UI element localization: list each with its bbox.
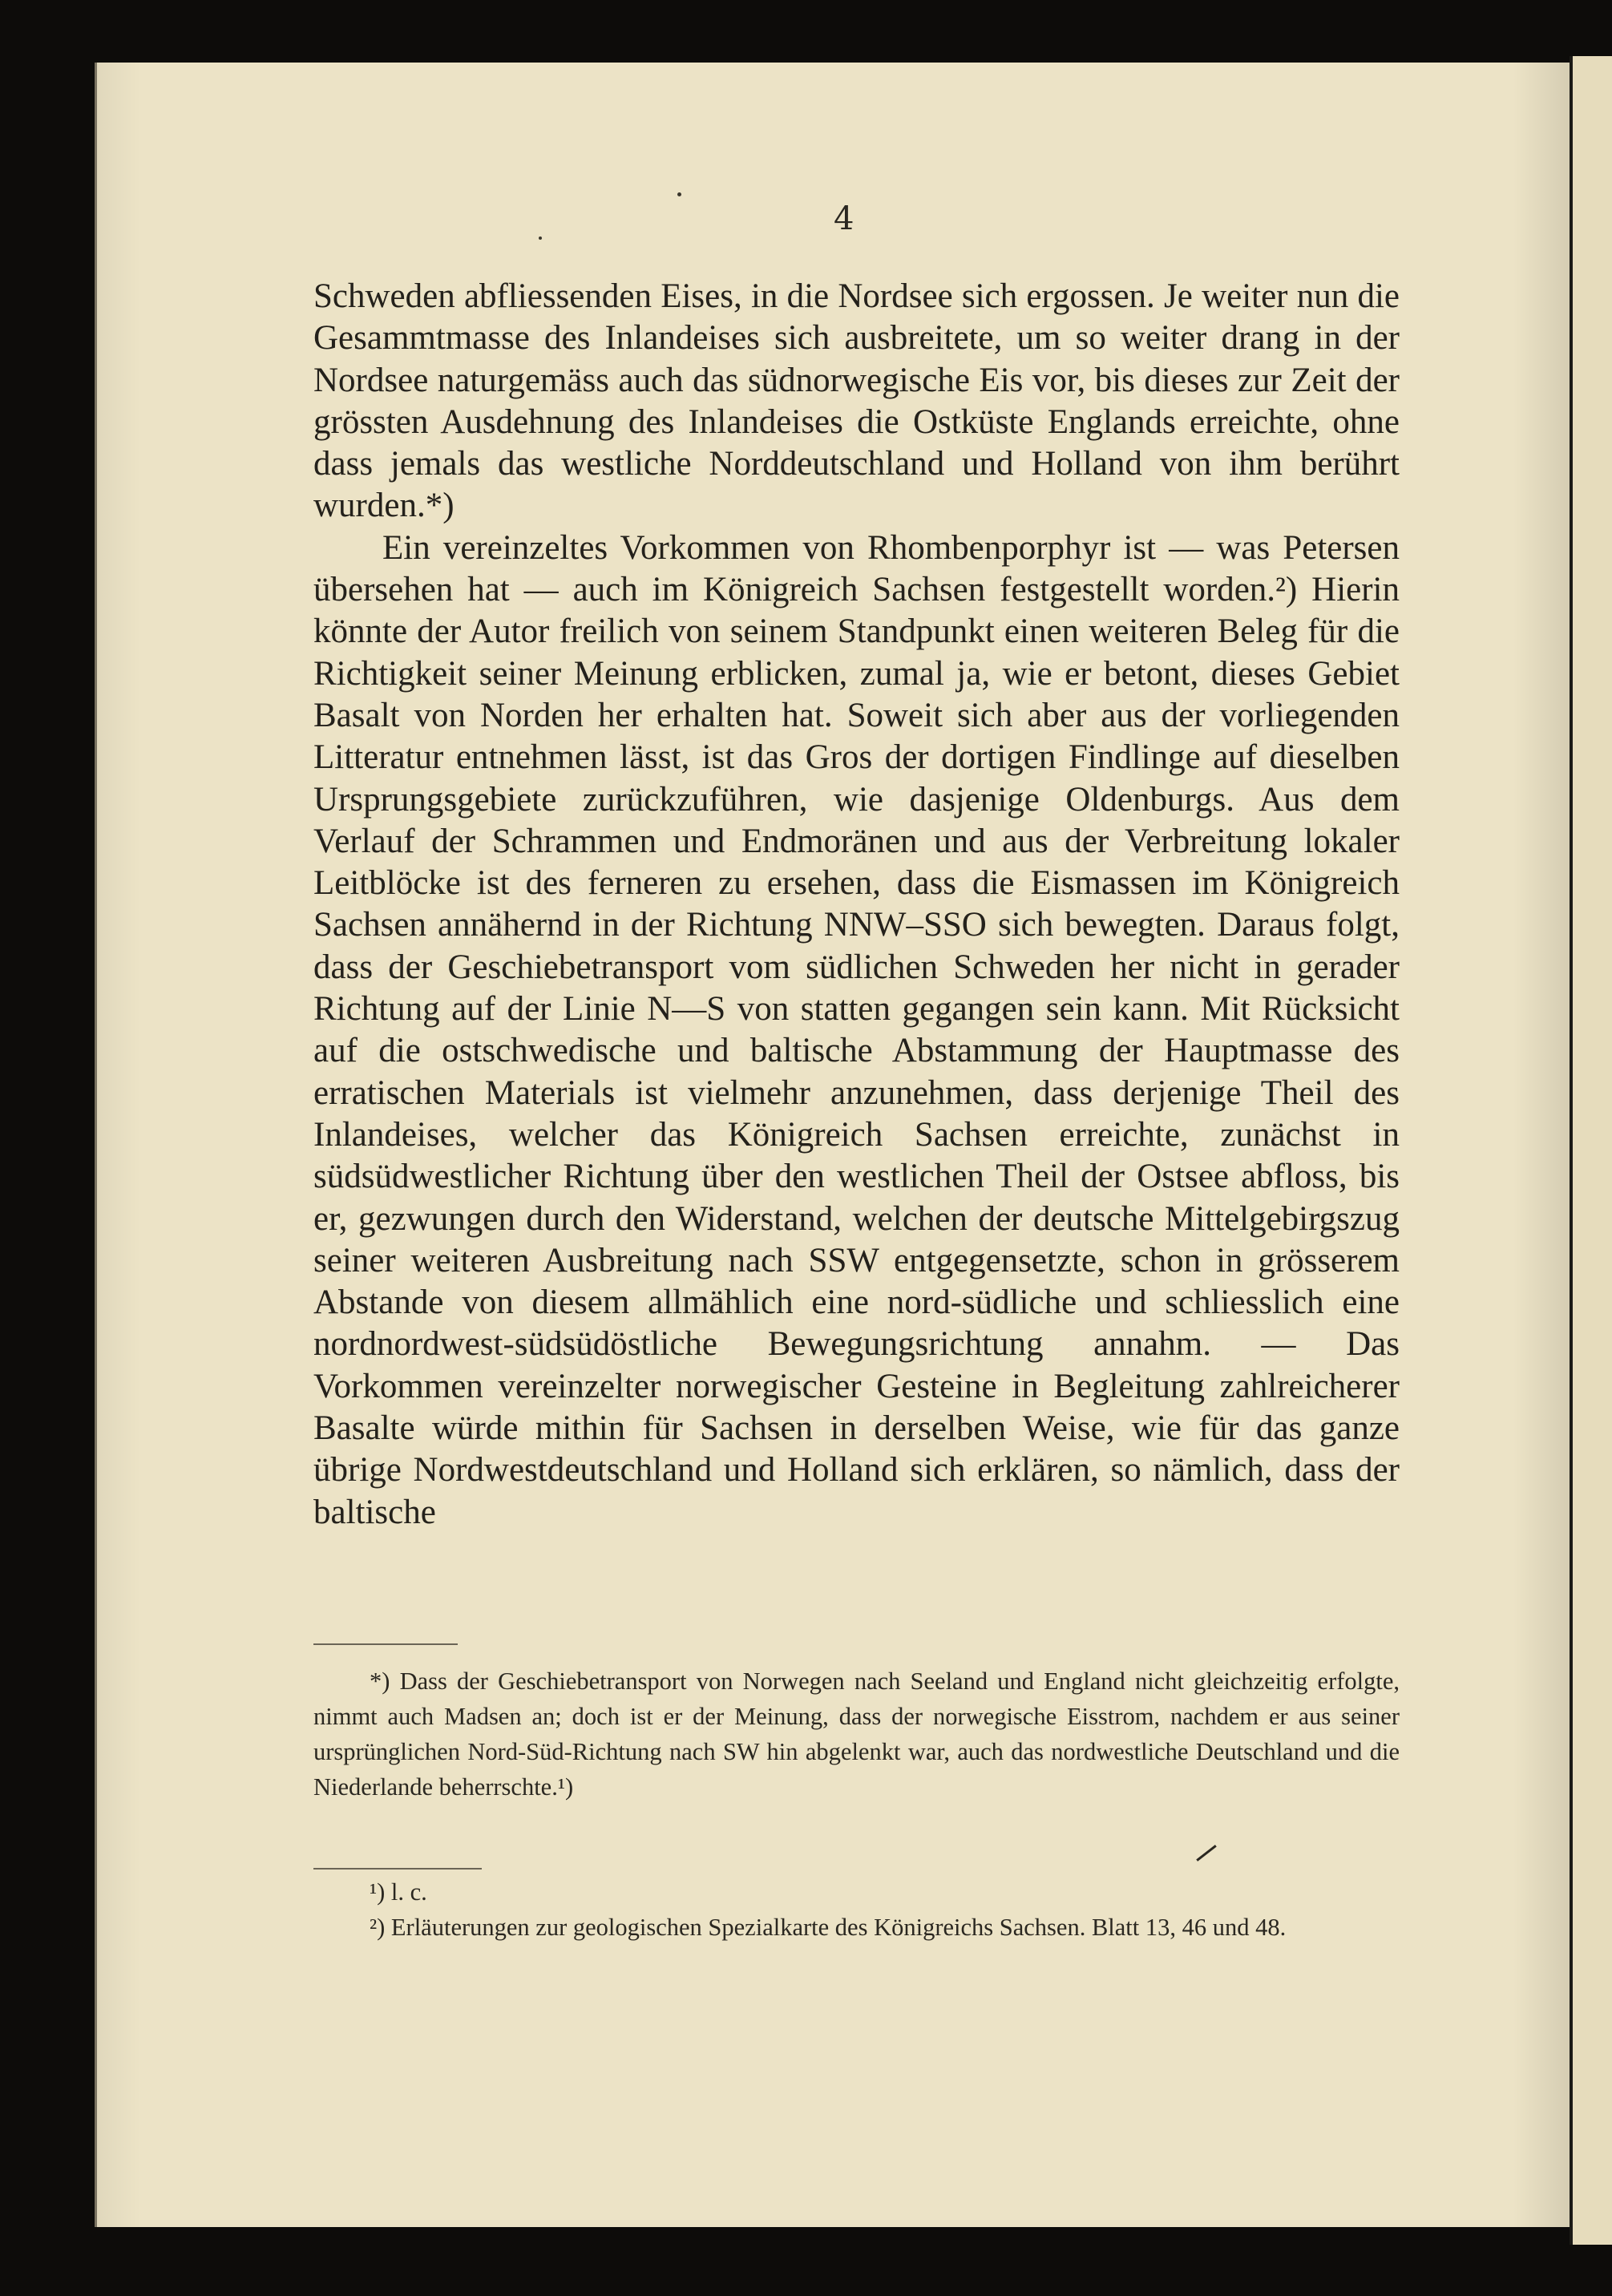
- footnote-2: ²) Erläuterungen zur geologischen Spezialkarte des Königreichs Sachsen. Blatt 13, 46 und 48.: [370, 1914, 1287, 1941]
- footnote-1: ¹) l. c.: [370, 1878, 427, 1906]
- page-number: 4: [834, 200, 854, 237]
- paragraph-1: Schweden abfliessenden Eises, in die Nordsee sich ergossen. Je weiter nun die Gesammtmasse des Inlandeises sich ausbreitete, um so weiter drang in der Nordsee naturgemäss auch das südnorwegische Eis vor, bis dieses zur Zeit der grössten Ausdehnung des Inlandeises die Ostküste Englands erreichte, ohne dass jemals das westliche Norddeutschland und Holland von ihm berührt wurden.*): [313, 277, 1400, 525]
- footnote-divider-2: [313, 1868, 482, 1870]
- main-text: [313, 276, 1400, 1534]
- ink-speck: [677, 192, 681, 196]
- ink-speck: [539, 236, 542, 240]
- footnote-divider: [313, 1643, 458, 1645]
- paragraph-2: Ein vereinzeltes Vorkommen von Rhombenporphyr ist — was Petersen übersehen hat — auch im Königreich Sachsen festgestellt worden.²) Hierin könnte der Autor freilich von seinem Standpunkt einen weiteren Beleg für die Richtigkeit seiner Meinung erblicken, zumal ja, wie er betont, dieses Gebiet Basalt von Norden her erhalten hat. Soweit sich aber aus der vorliegenden Litteratur entnehmen lässt, ist das Gros der dortigen Findlinge auf dieselben Ursprungsgebiete zurückzuführen, wie dasjenige Oldenburgs. Aus dem Verlauf der Schrammen und Endmoränen und aus der Verbreitung lokaler Leitblöcke ist des ferneren zu ersehen, dass die Eismassen im Königreich Sachsen annähernd in der Richtung NNW–SSO sich bewegten. Daraus folgt, dass der Geschiebetransport vom südlichen Schweden her nicht in gerader Richtung auf der Linie N—S von statten gegangen sein kann. Mit Rücksicht auf die ostschwedische und baltische Abstammung der Hauptmasse des erratischen Materials ist vielmehr anzunehmen, dass derjenige Theil des Inlandeises, welcher das Königreich Sachsen erreichte, zunächst in südsüdwestlicher Richtung über den westlichen Theil der Ostsee abfloss, bis er, gezwungen durch den Widerstand, welchen der deutsche Mittelgebirgszug seiner weiteren Ausbreitung nach SSW entgegensetzte, schon in grösserem Abstande von diesem allmählich eine nord-südliche und schliesslich eine nordnordwest-südsüdöstliche Bewegungsrichtung annahm. — Das Vorkommen vereinzelter norwegischer Gesteine in Begleitung zahlreicherer Basalte würde mithin für Sachsen in derselben Weise, wie für das ganze übrige Nordwestdeutschland und Holland sich erklären, so nämlich, dass der baltische: [313, 528, 1400, 1531]
- footnote-star: *) Dass der Geschiebetransport von Norwegen nach Seeland und England nicht gleichzeitig erfolgte, nimmt auch Madsen an; doch ist er der Meinung, dass der norwegische Eisstrom, nachdem er aus seiner ursprünglichen Nord-Süd-Richtung nach SW hin abgelenkt war, auch das nordwestliche Deutschland und die Niederlande beherrschte.¹): [313, 1667, 1400, 1801]
- adjacent-page-edge: [1570, 56, 1612, 2245]
